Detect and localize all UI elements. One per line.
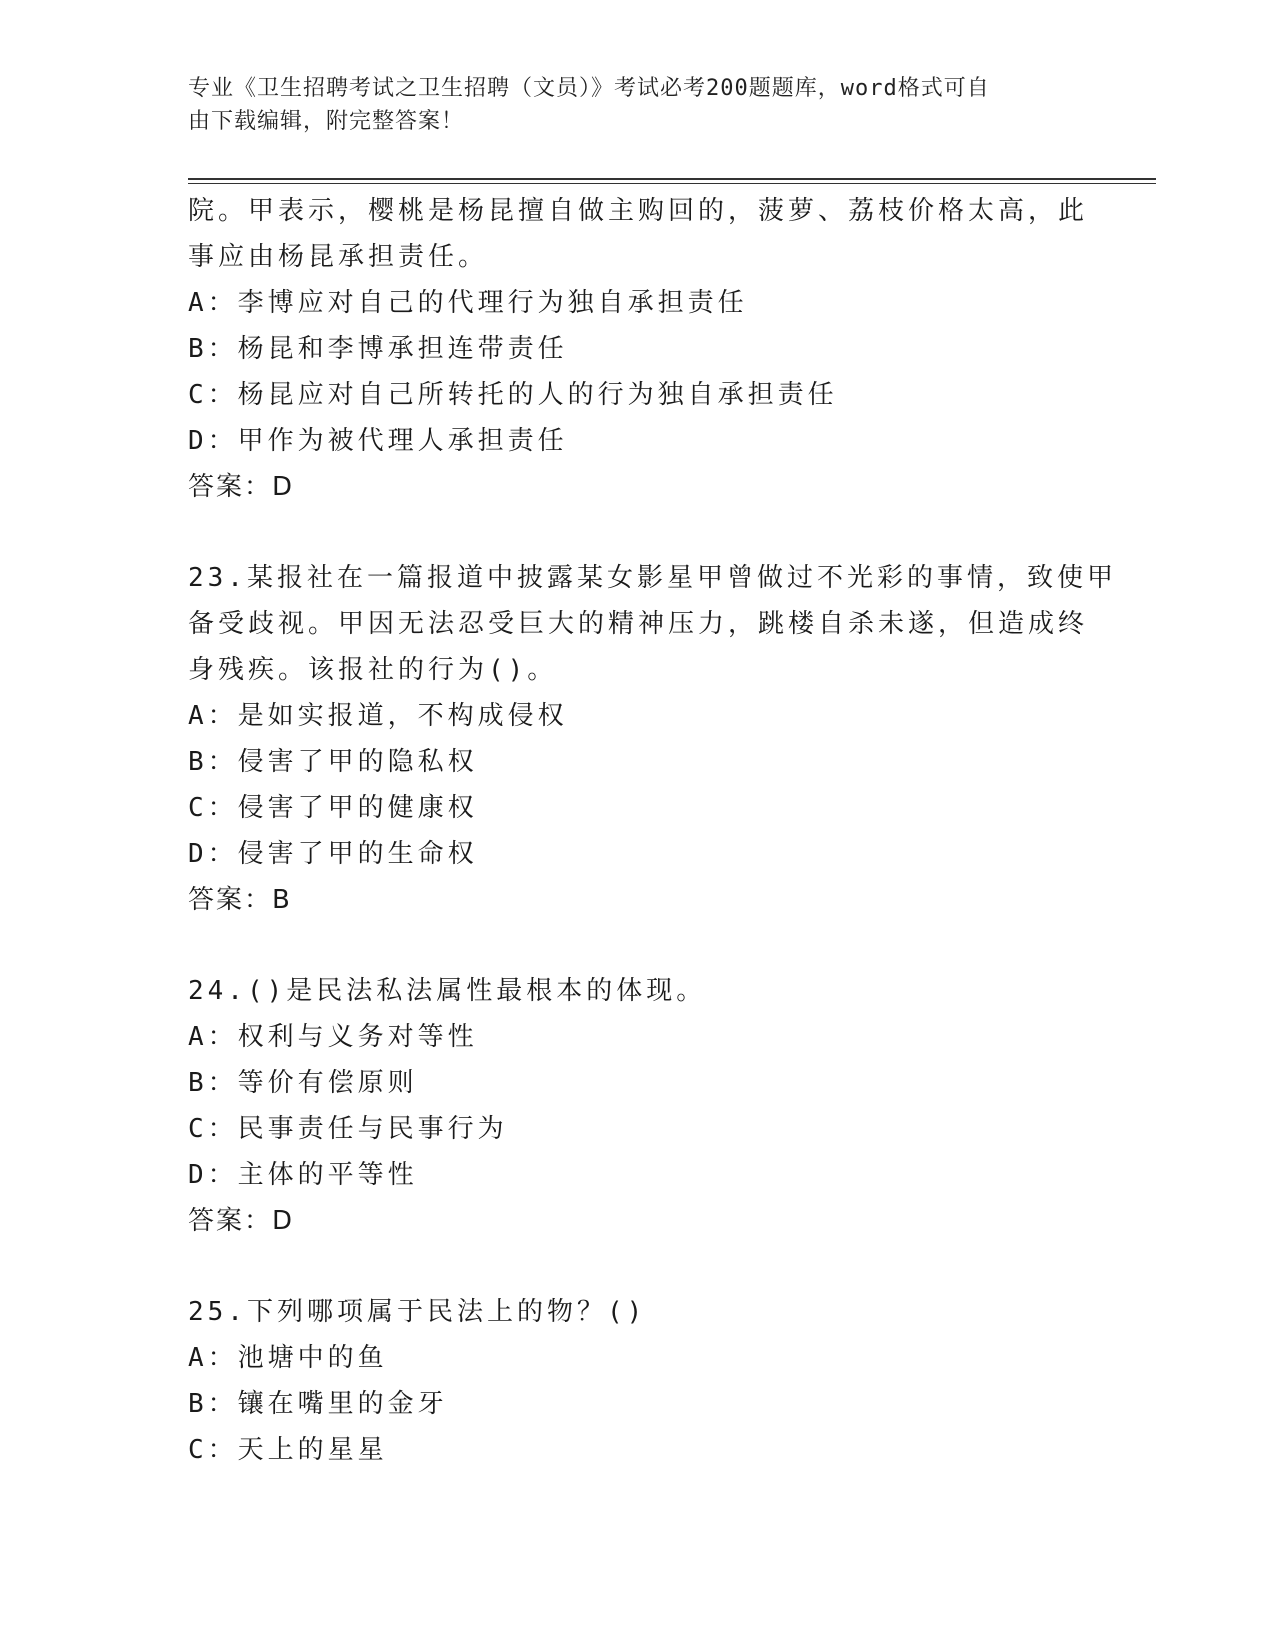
- header-divider-thin: [188, 183, 1156, 184]
- option-d: D：侵害了甲的生命权: [188, 839, 478, 869]
- question-text-line: 身残疾。该报社的行为()。: [188, 655, 558, 685]
- header-line-1: 专业《卫生招聘考试之卫生招聘（文员）》考试必考200题题库，word格式可自: [188, 76, 990, 101]
- question-spacer: [188, 1244, 1088, 1289]
- answer-line: 答案：D: [188, 472, 295, 502]
- question-text-line: 23.某报社在一篇报道中披露某女影星甲曾做过不光彩的事情，致使甲: [188, 563, 1117, 593]
- document-body: [188, 188, 1117, 1473]
- question-text-line: 备受歧视。甲因无法忍受巨大的精神压力，跳楼自杀未遂，但造成终: [188, 609, 1089, 639]
- option-d: D：甲作为被代理人承担责任: [188, 426, 568, 456]
- answer-line: 答案：D: [188, 1206, 295, 1236]
- question-text-line: 24.()是民法私法属性最根本的体现。: [188, 976, 707, 1006]
- option-a: A：李博应对自己的代理行为独自承担责任: [188, 288, 748, 318]
- question-text-line: 25.下列哪项属于民法上的物？(): [188, 1297, 647, 1327]
- option-b: B：镶在嘴里的金牙: [188, 1389, 448, 1419]
- option-a: A：权利与义务对等性: [188, 1022, 478, 1052]
- header-line-2: 由下载编辑，附完整答案！: [188, 109, 465, 134]
- question-22-continuation: [188, 188, 1088, 510]
- option-d: D：主体的平等性: [188, 1160, 418, 1190]
- question-spacer: [188, 510, 1088, 555]
- question-text-line: 事应由杨昆承担责任。: [188, 242, 489, 272]
- option-c: C：杨昆应对自己所转托的人的行为独自承担责任: [188, 380, 838, 410]
- option-a: A：是如实报道，不构成侵权: [188, 701, 568, 731]
- option-c: C：侵害了甲的健康权: [188, 793, 478, 823]
- question-text-line: 院。甲表示，樱桃是杨昆擅自做主购回的，菠萝、荔枝价格太高，此: [188, 196, 1089, 226]
- question-spacer: [188, 923, 1088, 968]
- option-b: B：杨昆和李博承担连带责任: [188, 334, 568, 364]
- option-a: A：池塘中的鱼: [188, 1343, 388, 1373]
- question-25: [188, 1289, 1088, 1473]
- header-divider: [188, 178, 1156, 180]
- page-header: [188, 72, 1068, 138]
- answer-line: 答案：B: [188, 885, 292, 915]
- option-c: C：天上的星星: [188, 1435, 388, 1465]
- question-24: [188, 968, 1088, 1244]
- option-b: B：等价有偿原则: [188, 1068, 418, 1098]
- option-b: B：侵害了甲的隐私权: [188, 747, 478, 777]
- question-23: [188, 555, 1117, 923]
- option-c: C：民事责任与民事行为: [188, 1114, 508, 1144]
